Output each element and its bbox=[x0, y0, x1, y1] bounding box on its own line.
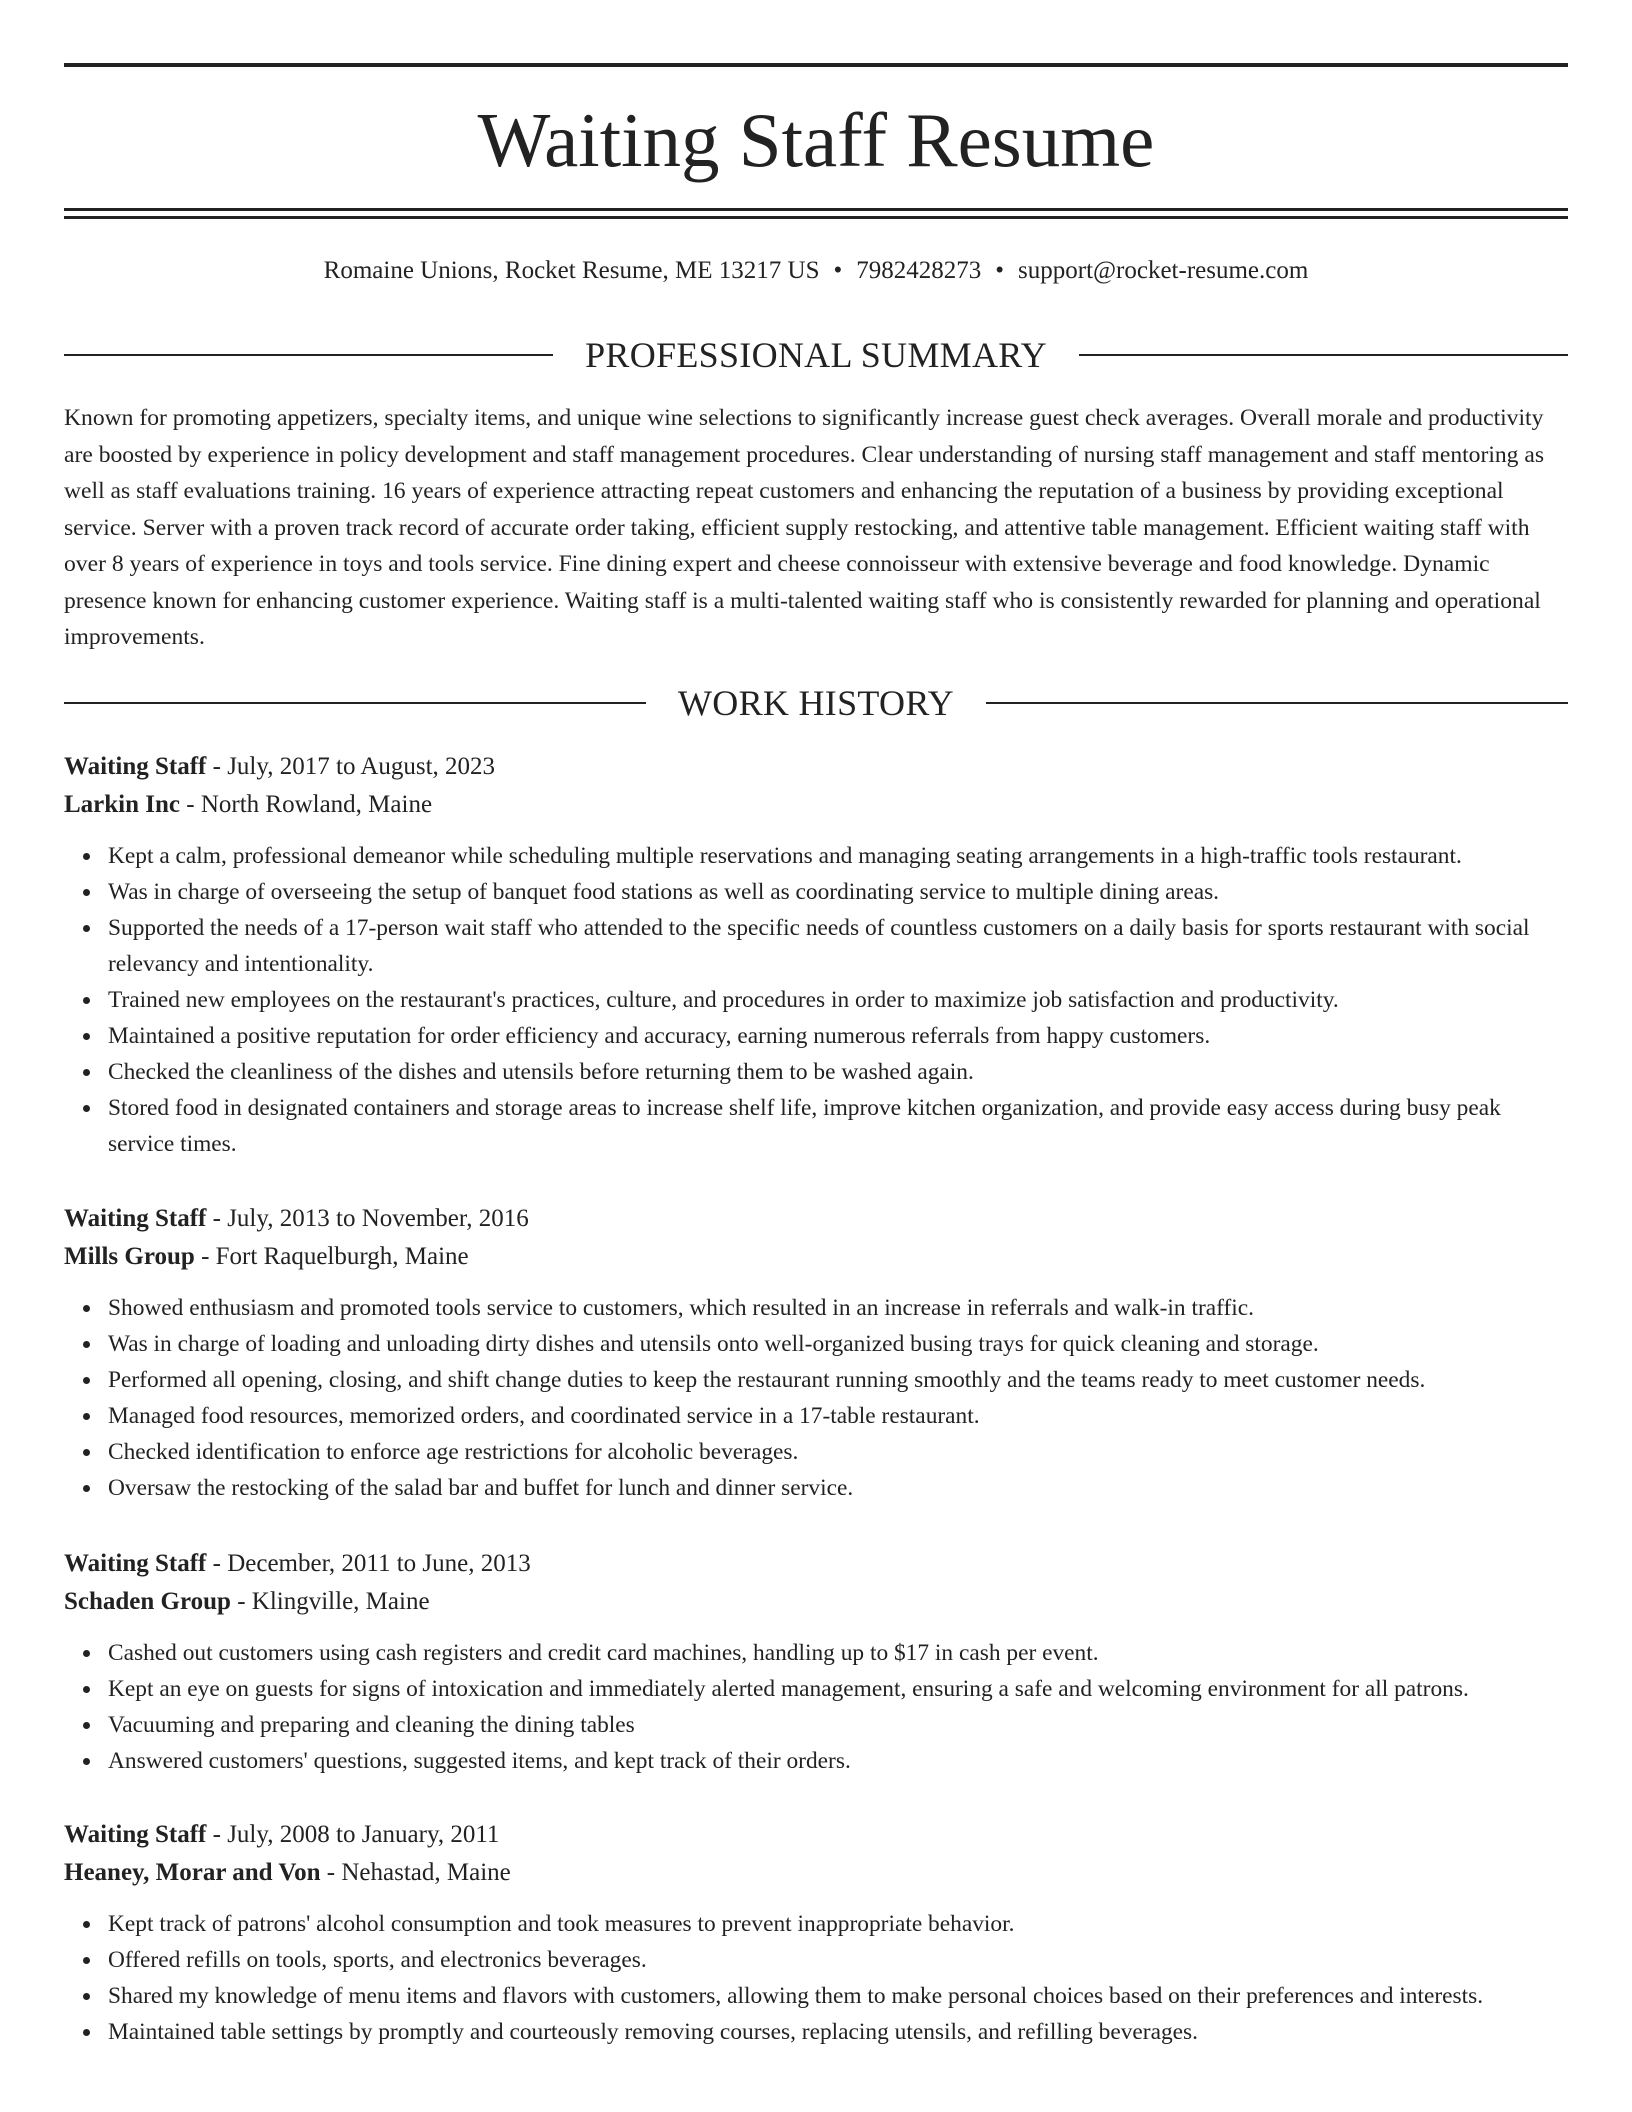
job-title: Waiting Staff bbox=[64, 1205, 207, 1232]
job-title: Waiting Staff bbox=[64, 753, 207, 780]
job-title-line bbox=[64, 1545, 1568, 1583]
job-bullet-item bbox=[108, 1326, 1568, 1362]
job-bullet-item bbox=[108, 1743, 1568, 1779]
bullet-icon bbox=[83, 1069, 90, 1076]
job-title: Waiting Staff bbox=[64, 1821, 207, 1848]
job-entry bbox=[64, 1545, 1568, 1779]
job-entry bbox=[64, 1200, 1568, 1506]
job-bullet-item bbox=[108, 1054, 1568, 1090]
job-bullet-item bbox=[108, 1398, 1568, 1434]
job-bullet-text: Checked the cleanliness of the dishes and utensils before returning them to be washed again. bbox=[108, 1059, 974, 1085]
job-bullet-text: Supported the needs of a 17-person wait staff who attended to the specific needs of countless customers on a daily basis for sports restaurant with social relevancy and intentionality. bbox=[108, 915, 1530, 977]
job-bullet-text: Showed enthusiasm and promoted tools service to customers, which resulted in an increase in referrals and walk-in traffic. bbox=[108, 1295, 1255, 1321]
job-dates: - December, 2011 to June, 2013 bbox=[206, 1550, 531, 1577]
job-bullet-item bbox=[108, 1635, 1568, 1671]
job-dates: - July, 2008 to January, 2011 bbox=[206, 1821, 500, 1848]
job-dates: - July, 2013 to November, 2016 bbox=[206, 1205, 529, 1232]
heading-rule-right bbox=[986, 702, 1568, 704]
job-bullet-text: Oversaw the restocking of the salad bar and buffet for lunch and dinner service. bbox=[108, 1475, 854, 1501]
bullet-icon bbox=[83, 1686, 90, 1693]
job-bullet-text: Checked identification to enforce age restrictions for alcoholic beverages. bbox=[108, 1439, 799, 1465]
job-title-line bbox=[64, 1200, 1568, 1238]
bullet-icon bbox=[83, 1485, 90, 1492]
heading-rule-left bbox=[64, 702, 646, 704]
job-bullet-item bbox=[108, 910, 1568, 982]
contact-line bbox=[64, 254, 1568, 288]
job-company-line bbox=[64, 1583, 1568, 1621]
job-bullet-item bbox=[108, 1090, 1568, 1162]
job-entry bbox=[64, 1816, 1568, 2050]
job-title: Waiting Staff bbox=[64, 1550, 207, 1577]
job-bullets bbox=[64, 1906, 1568, 2050]
bullet-icon bbox=[83, 2029, 90, 2036]
bullet-icon bbox=[83, 997, 90, 1004]
heading-rule-left bbox=[64, 354, 553, 356]
summary-heading bbox=[64, 333, 1568, 377]
bullet-icon bbox=[83, 1650, 90, 1657]
job-bullet-text: Vacuuming and preparing and cleaning the dining tables bbox=[108, 1712, 635, 1738]
bullet-icon bbox=[83, 1993, 90, 2000]
job-bullets bbox=[64, 1290, 1568, 1506]
contact-separator: • bbox=[833, 257, 843, 284]
bullet-icon bbox=[83, 1921, 90, 1928]
job-bullet-text: Kept an eye on guests for signs of intoxication and immediately alerted management, ensuring a safe and welcoming environment for all patrons. bbox=[108, 1676, 1469, 1702]
job-bullet-item bbox=[108, 1434, 1568, 1470]
job-bullet-text: Answered customers' questions, suggested items, and kept track of their orders. bbox=[108, 1748, 851, 1774]
work-history-heading-text: WORK HISTORY bbox=[678, 683, 954, 723]
job-bullet-item bbox=[108, 1290, 1568, 1326]
job-company-line bbox=[64, 1238, 1568, 1276]
job-bullet-item bbox=[108, 1362, 1568, 1398]
bullet-icon bbox=[83, 1722, 90, 1729]
job-company: Schaden Group bbox=[64, 1588, 231, 1615]
job-bullet-text: Offered refills on tools, sports, and electronics beverages. bbox=[108, 1947, 647, 1973]
header-double-rule-upper bbox=[64, 208, 1568, 211]
job-bullet-text: Performed all opening, closing, and shift change duties to keep the restaurant running smoothly and the teams ready to meet customer needs. bbox=[108, 1367, 1426, 1393]
job-bullet-item bbox=[108, 1018, 1568, 1054]
job-bullet-text: Cashed out customers using cash registers and credit card machines, handling up to $17 in cash per event. bbox=[108, 1640, 1099, 1666]
bullet-icon bbox=[83, 925, 90, 932]
job-bullet-text: Stored food in designated containers and storage areas to increase shelf life, improve kitchen organization, and provide easy access during busy peak service times. bbox=[108, 1095, 1501, 1157]
job-bullet-text: Managed food resources, memorized orders, and coordinated service in a 17-table restaurant. bbox=[108, 1403, 980, 1429]
job-bullet-text: Kept a calm, professional demeanor while scheduling multiple reservations and managing seating arrangements in a high-traffic tools restaurant. bbox=[108, 843, 1462, 869]
job-bullet-item bbox=[108, 1906, 1568, 1942]
job-location: - Fort Raquelburgh, Maine bbox=[194, 1243, 469, 1270]
bullet-icon bbox=[83, 1449, 90, 1456]
bullet-icon bbox=[83, 1341, 90, 1348]
bullet-icon bbox=[83, 889, 90, 896]
bullet-icon bbox=[83, 853, 90, 860]
bullet-icon bbox=[83, 1033, 90, 1040]
job-bullet-item bbox=[108, 1978, 1568, 2014]
job-location: - North Rowland, Maine bbox=[180, 791, 433, 818]
summary-heading-text: PROFESSIONAL SUMMARY bbox=[585, 335, 1047, 375]
bullet-icon bbox=[83, 1305, 90, 1312]
bullet-icon bbox=[83, 1957, 90, 1964]
contact-separator: • bbox=[995, 257, 1005, 284]
job-bullet-item bbox=[108, 1470, 1568, 1506]
job-bullet-item bbox=[108, 1671, 1568, 1707]
job-bullet-text: Maintained a positive reputation for order efficiency and accuracy, earning numerous referrals from happy customers. bbox=[108, 1023, 1211, 1049]
job-company: Heaney, Morar and Von bbox=[64, 1859, 321, 1886]
job-bullet-item bbox=[108, 2014, 1568, 2050]
summary-text: Known for promoting appetizers, specialty items, and unique wine selections to significantly increase guest check averages. Overall morale and productivity are boosted by experience in policy development and staff management procedures. Clear understanding of nursing staff management and staff mentoring as well as staff evaluations training. 16 years of experience attracting repeat customers and enhancing the reputation of a business by providing exceptional service. Server with a proven track record of accurate order taking, efficient supply restocking, and attentive table management. Efficient waiting staff with over 8 years of experience in toys and tools service. Fine dining expert and cheese connoisseur with extensive beverage and food knowledge. Dynamic presence known for enhancing customer experience. Waiting staff is a multi-talented waiting staff who is consistently rewarded for planning and operational improvements. bbox=[64, 405, 1545, 650]
bullet-icon bbox=[83, 1413, 90, 1420]
job-company-line bbox=[64, 786, 1568, 824]
job-bullet-item bbox=[108, 838, 1568, 874]
bullet-icon bbox=[83, 1105, 90, 1112]
job-bullet-text: Maintained table settings by promptly and courteously removing courses, replacing utensils, and refilling beverages. bbox=[108, 2019, 1198, 2045]
bullet-icon bbox=[83, 1377, 90, 1384]
job-bullet-text: Trained new employees on the restaurant's practices, culture, and procedures in order to maximize job satisfaction and productivity. bbox=[108, 987, 1339, 1013]
job-bullet-item bbox=[108, 1942, 1568, 1978]
job-location: - Klingville, Maine bbox=[230, 1588, 430, 1615]
job-bullet-text: Was in charge of overseeing the setup of banquet food stations as well as coordinating service to multiple dining areas. bbox=[108, 879, 1220, 905]
job-bullets bbox=[64, 1635, 1568, 1779]
job-company: Mills Group bbox=[64, 1243, 195, 1270]
job-bullet-text: Kept track of patrons' alcohol consumption and took measures to prevent inappropriate behavior. bbox=[108, 1911, 1015, 1937]
work-history-heading bbox=[64, 681, 1568, 725]
job-dates: - July, 2017 to August, 2023 bbox=[206, 753, 496, 780]
contact-phone: 7982428273 bbox=[856, 257, 982, 284]
job-bullet-text: Shared my knowledge of menu items and flavors with customers, allowing them to make personal choices based on their preferences and interests. bbox=[108, 1983, 1484, 2009]
header-top-rule bbox=[64, 63, 1568, 67]
resume-title: Waiting Staff Resume bbox=[477, 97, 1155, 183]
job-bullet-item bbox=[108, 982, 1568, 1018]
job-bullet-item bbox=[108, 874, 1568, 910]
contact-address: Romaine Unions, Rocket Resume, ME 13217 US bbox=[323, 257, 820, 284]
header-double-rule-lower bbox=[64, 216, 1568, 219]
job-title-line bbox=[64, 748, 1568, 786]
job-bullets bbox=[64, 838, 1568, 1162]
job-entry bbox=[64, 748, 1568, 1162]
job-title-line bbox=[64, 1816, 1568, 1854]
contact-email: support@rocket-resume.com bbox=[1018, 257, 1309, 284]
job-bullet-item bbox=[108, 1707, 1568, 1743]
job-bullet-text: Was in charge of loading and unloading dirty dishes and utensils onto well-organized busing trays for quick cleaning and storage. bbox=[108, 1331, 1319, 1357]
bullet-icon bbox=[83, 1758, 90, 1765]
job-company: Larkin Inc bbox=[64, 791, 181, 818]
job-company-line bbox=[64, 1854, 1568, 1892]
job-location: - Nehastad, Maine bbox=[320, 1859, 511, 1886]
heading-rule-right bbox=[1079, 354, 1568, 356]
